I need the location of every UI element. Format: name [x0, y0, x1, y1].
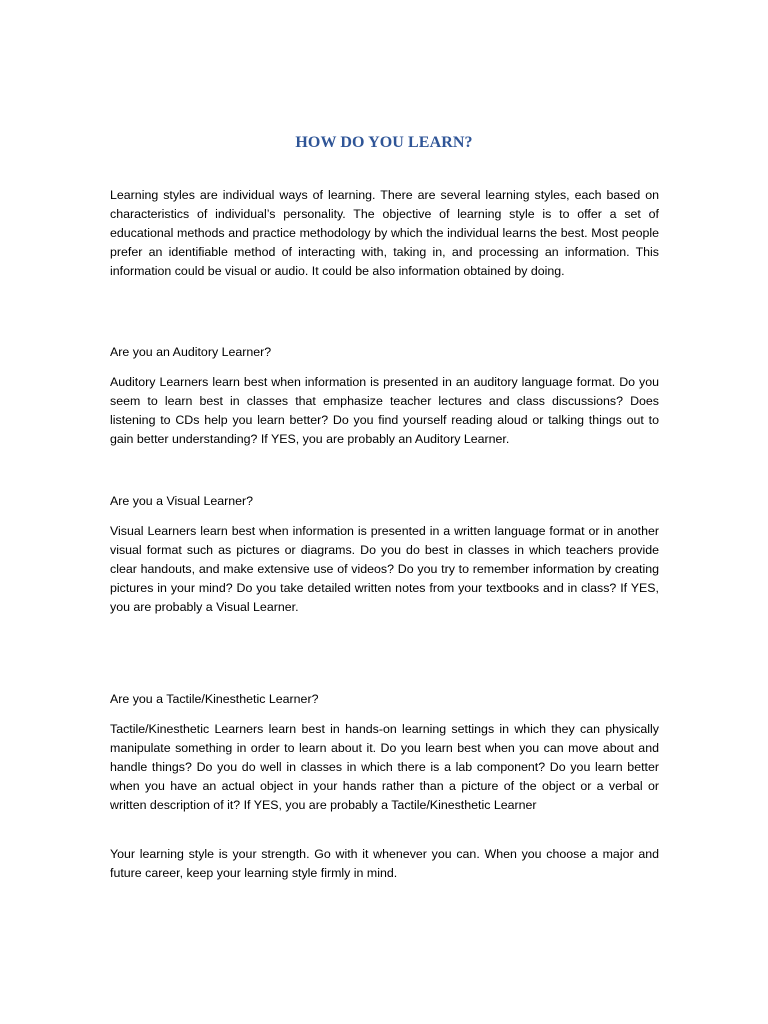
section-heading-tactile: Are you a Tactile/Kinesthetic Learner?	[110, 692, 319, 706]
section-heading-auditory: Are you an Auditory Learner?	[110, 345, 272, 359]
intro-paragraph: Learning styles are individual ways of learning. There are several learning styles, each based on characteristics of individual’s personality. The objective of learning style is to offer a set of educational methods and practice methodology by which the individual learns the best. Most people prefer an identifiable method of interacting with, taking in, and processing an information. This information could be visual or audio. It could be also information obtained by doing.	[110, 188, 659, 278]
section-body-visual: Visual Learners learn best when information is presented in a written language format or in another visual format such as pictures or diagrams. Do you do best in classes in which teachers provide clear handouts, and make extensive use of videos? Do you try to remember information by creating pictures in your mind? Do you take detailed written notes from your textbooks and in class? If YES, you are probably a Visual Learner.	[110, 524, 659, 614]
section-body-tactile: Tactile/Kinesthetic Learners learn best in hands-on learning settings in which they can physically manipulate something in order to learn about it. Do you learn best when you can move about and handle things? Do you do well in classes in which there is a lab component? Do you learn better when you have an actual object in your hands rather than a picture of the object or a verbal or written description of it? If YES, you are probably a Tactile/Kinesthetic Learner	[110, 722, 659, 812]
section-heading-visual: Are you a Visual Learner?	[110, 494, 254, 508]
closing-paragraph: Your learning style is your strength. Go with it whenever you can. When you choose a major and future career, keep your learning style firmly in mind.	[110, 847, 659, 880]
section-body-auditory: Auditory Learners learn best when information is presented in an auditory language format. Do you seem to learn best in classes that emphasize teacher lectures and class discussions? Does listening to CDs help you learn better? Do you find yourself reading aloud or talking things out to gain better understanding? If YES, you are probably an Auditory Learner.	[110, 375, 659, 446]
page-title: HOW DO YOU LEARN?	[295, 134, 473, 151]
